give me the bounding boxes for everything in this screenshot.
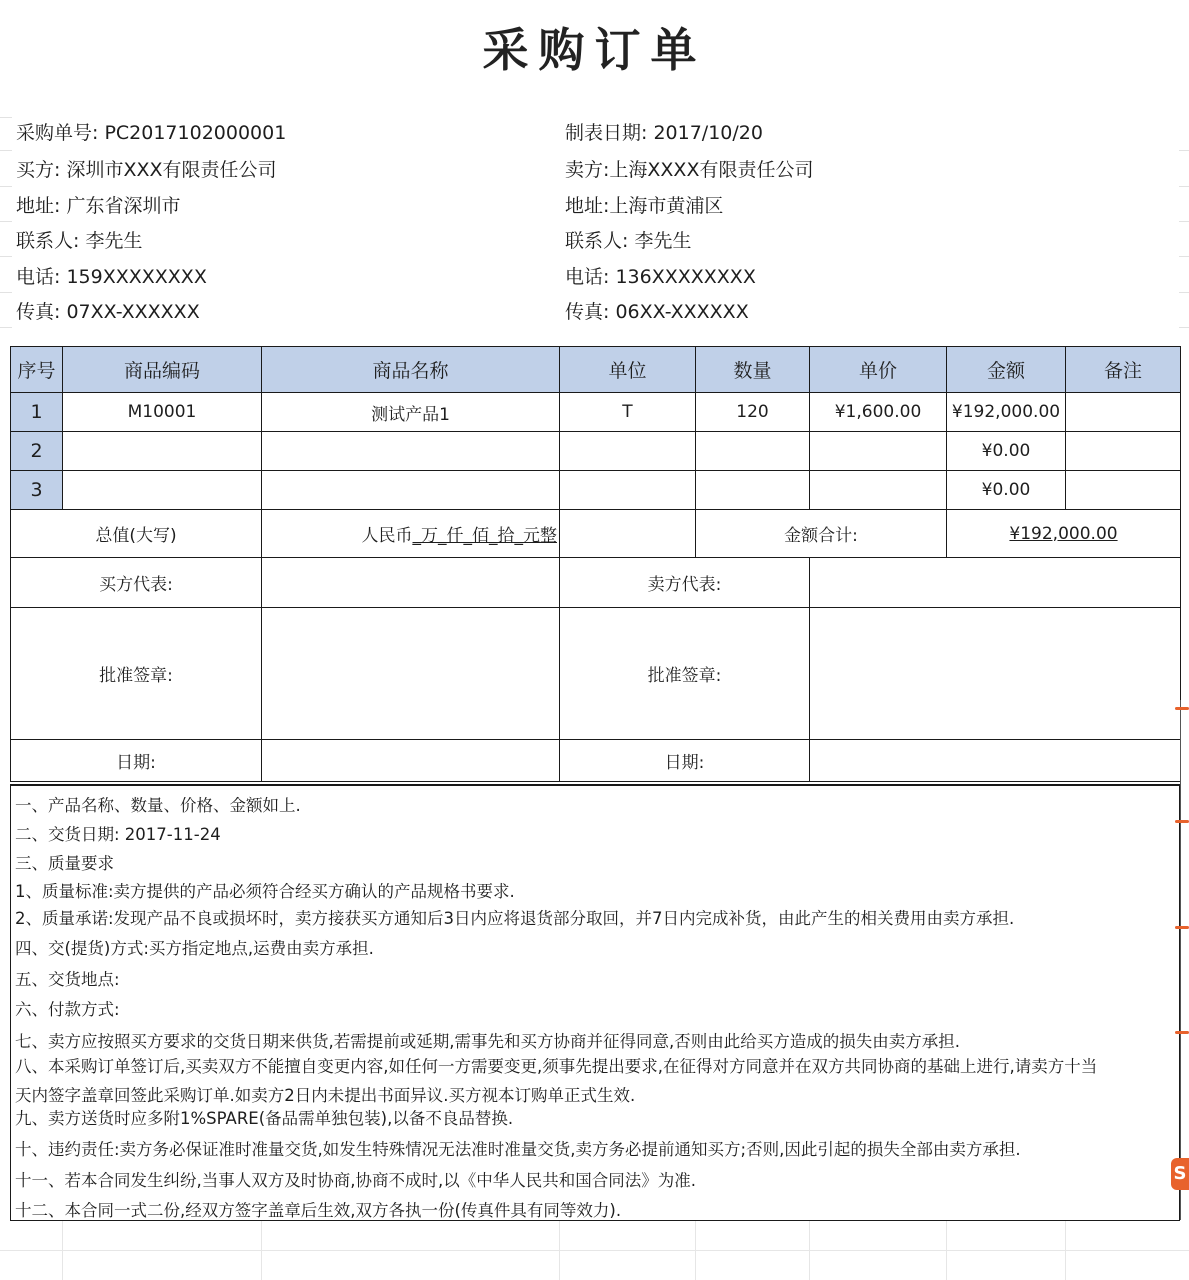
term-7: 七、卖方应按照买方要求的交货日期来供货,若需提前或延期,需事先和买方协商并征得同意,否则由此给买方造成的损失由卖方承担. <box>15 1032 960 1051</box>
creation-date: 制表日期: 2017/10/20 <box>565 122 763 144</box>
comment-marker-icon[interactable] <box>1175 707 1189 710</box>
cell-unit[interactable]: T <box>560 393 696 432</box>
cell-code[interactable] <box>63 471 262 510</box>
seller-date-label: 日期: <box>560 740 810 782</box>
term-8-cont: 天内签字盖章回签此采购订单.如卖方2日内未提出书面异议.买方视本订购单正式生效. <box>15 1086 636 1105</box>
cell-code[interactable]: M10001 <box>63 393 262 432</box>
total-words-cell[interactable] <box>262 510 560 558</box>
term-3: 三、质量要求 <box>15 854 114 873</box>
buyer-address: 地址: 广东省深圳市 <box>16 195 181 217</box>
order-table <box>10 346 1181 782</box>
term-9: 九、卖方送货时应多附1%SPARE(备品需单独包装),以备不良品替换. <box>15 1109 514 1128</box>
term-8: 八、本采购订单签订后,买卖双方不能擅自变更内容,如任何一方需要变更,须事先提出要求,在征得对方同意并在双方共同协商的基础上进行,请卖方十当 <box>15 1057 1098 1076</box>
cell-unit[interactable] <box>560 432 696 471</box>
approval-row <box>11 608 1181 740</box>
seller-rep-value[interactable] <box>810 558 1181 608</box>
cell-note[interactable] <box>1066 432 1181 471</box>
buyer-date-value[interactable] <box>262 740 560 782</box>
term-6: 六、付款方式: <box>15 1000 120 1019</box>
cell-unit[interactable] <box>560 471 696 510</box>
cell-name[interactable] <box>262 432 560 471</box>
date-row <box>11 740 1181 782</box>
comment-marker-icon[interactable] <box>1175 1031 1189 1034</box>
comment-marker-icon[interactable] <box>1175 926 1189 929</box>
cell-note[interactable] <box>1066 471 1181 510</box>
cell-amount[interactable]: ¥192,000.00 <box>947 393 1066 432</box>
cell-name[interactable]: 测试产品1 <box>262 393 560 432</box>
cell-code[interactable] <box>63 432 262 471</box>
cell-price[interactable]: ¥1,600.00 <box>810 393 947 432</box>
cell-qty[interactable]: 120 <box>696 393 810 432</box>
seller-phone: 电话: 136XXXXXXXX <box>565 266 756 288</box>
buyer-rep-label: 买方代表: <box>11 558 262 608</box>
buyer-phone: 电话: 159XXXXXXXX <box>16 266 207 288</box>
cell-qty[interactable] <box>696 432 810 471</box>
term-2: 二、交货日期: 2017-11-24 <box>15 825 221 844</box>
cell-seq[interactable]: 2 <box>11 432 63 471</box>
sum-label: 金额合计: <box>696 510 947 558</box>
col-header-note[interactable]: 备注 <box>1066 347 1181 393</box>
representative-row <box>11 558 1181 608</box>
term-4: 四、交(提货)方式:买方指定地点,运费由卖方承担. <box>15 939 374 958</box>
total-words-prefix: 人民币 <box>361 526 413 546</box>
table-row <box>11 432 1181 471</box>
total-row <box>11 510 1181 558</box>
buyer-approve-value[interactable] <box>262 608 560 740</box>
buyer-approve-label: 批准签章: <box>11 608 262 740</box>
total-words-label: 总值(大写) <box>11 510 262 558</box>
col-header-amount[interactable]: 金额 <box>947 347 1066 393</box>
cell-seq[interactable]: 3 <box>11 471 63 510</box>
table-row <box>11 393 1181 432</box>
term-10: 十、违约责任:卖方务必保证准时准量交货,如发生特殊情况无法准时准量交货,卖方务必提前通知买方;否则,因此引起的损失全部由卖方承担. <box>15 1140 1021 1159</box>
sum-value[interactable]: ¥192,000.00 <box>947 510 1181 558</box>
cell-price[interactable] <box>810 432 947 471</box>
total-empty-cell[interactable] <box>560 510 696 558</box>
buyer-date-label: 日期: <box>11 740 262 782</box>
term-3-2: 2、质量承诺:发现产品不良或损坏时，卖方接获买方通知后3日内应将退货部分取回，并7日内完成补货，由此产生的相关费用由卖方承担. <box>15 909 1015 928</box>
buyer-name: 买方: 深圳市XXX有限责任公司 <box>16 159 277 181</box>
buyer-rep-value[interactable] <box>262 558 560 608</box>
comment-marker-icon[interactable] <box>1175 820 1189 823</box>
col-header-qty[interactable]: 数量 <box>696 347 810 393</box>
cell-seq[interactable]: 1 <box>11 393 63 432</box>
sogou-input-icon[interactable]: S <box>1171 1158 1189 1190</box>
seller-date-value[interactable] <box>810 740 1181 782</box>
cell-name[interactable] <box>262 471 560 510</box>
terms-section <box>10 784 1180 1221</box>
seller-fax: 传真: 06XX-XXXXXX <box>565 301 749 323</box>
seller-address: 地址:上海市黄浦区 <box>565 195 724 217</box>
order-number: 采购单号: PC2017102000001 <box>16 122 287 144</box>
col-header-price[interactable]: 单价 <box>810 347 947 393</box>
col-header-seq[interactable]: 序号 <box>11 347 63 393</box>
seller-contact: 联系人: 李先生 <box>565 230 692 252</box>
seller-rep-label: 卖方代表: <box>560 558 810 608</box>
term-11: 十一、若本合同发生纠纷,当事人双方及时协商,协商不成时,以《中华人民共和国合同法》为准. <box>15 1171 696 1190</box>
cell-amount[interactable]: ¥0.00 <box>947 432 1066 471</box>
col-header-name[interactable]: 商品名称 <box>262 347 560 393</box>
table-row <box>11 471 1181 510</box>
buyer-contact: 联系人: 李先生 <box>16 230 143 252</box>
total-words-blank: _万_仟_佰_拾_元整 <box>412 526 557 546</box>
term-5: 五、交货地点: <box>15 970 120 989</box>
buyer-fax: 传真: 07XX-XXXXXX <box>16 301 200 323</box>
cell-amount[interactable]: ¥0.00 <box>947 471 1066 510</box>
right-margin-line <box>1180 700 1181 1220</box>
col-header-unit[interactable]: 单位 <box>560 347 696 393</box>
term-1: 一、产品名称、数量、价格、金额如上. <box>15 796 301 815</box>
seller-name: 卖方:上海XXXX有限责任公司 <box>565 159 814 181</box>
page-title: 采购订单 <box>482 23 707 77</box>
cell-price[interactable] <box>810 471 947 510</box>
cell-qty[interactable] <box>696 471 810 510</box>
table-header-row <box>11 347 1181 393</box>
cell-note[interactable] <box>1066 393 1181 432</box>
term-12: 十二、本合同一式二份,经双方签字盖章后生效,双方各执一份(传真件具有同等效力). <box>15 1201 622 1220</box>
col-header-code[interactable]: 商品编码 <box>63 347 262 393</box>
term-3-1: 1、质量标准:卖方提供的产品必须符合经买方确认的产品规格书要求. <box>15 882 515 901</box>
seller-approve-value[interactable] <box>810 608 1181 740</box>
seller-approve-label: 批准签章: <box>560 608 810 740</box>
